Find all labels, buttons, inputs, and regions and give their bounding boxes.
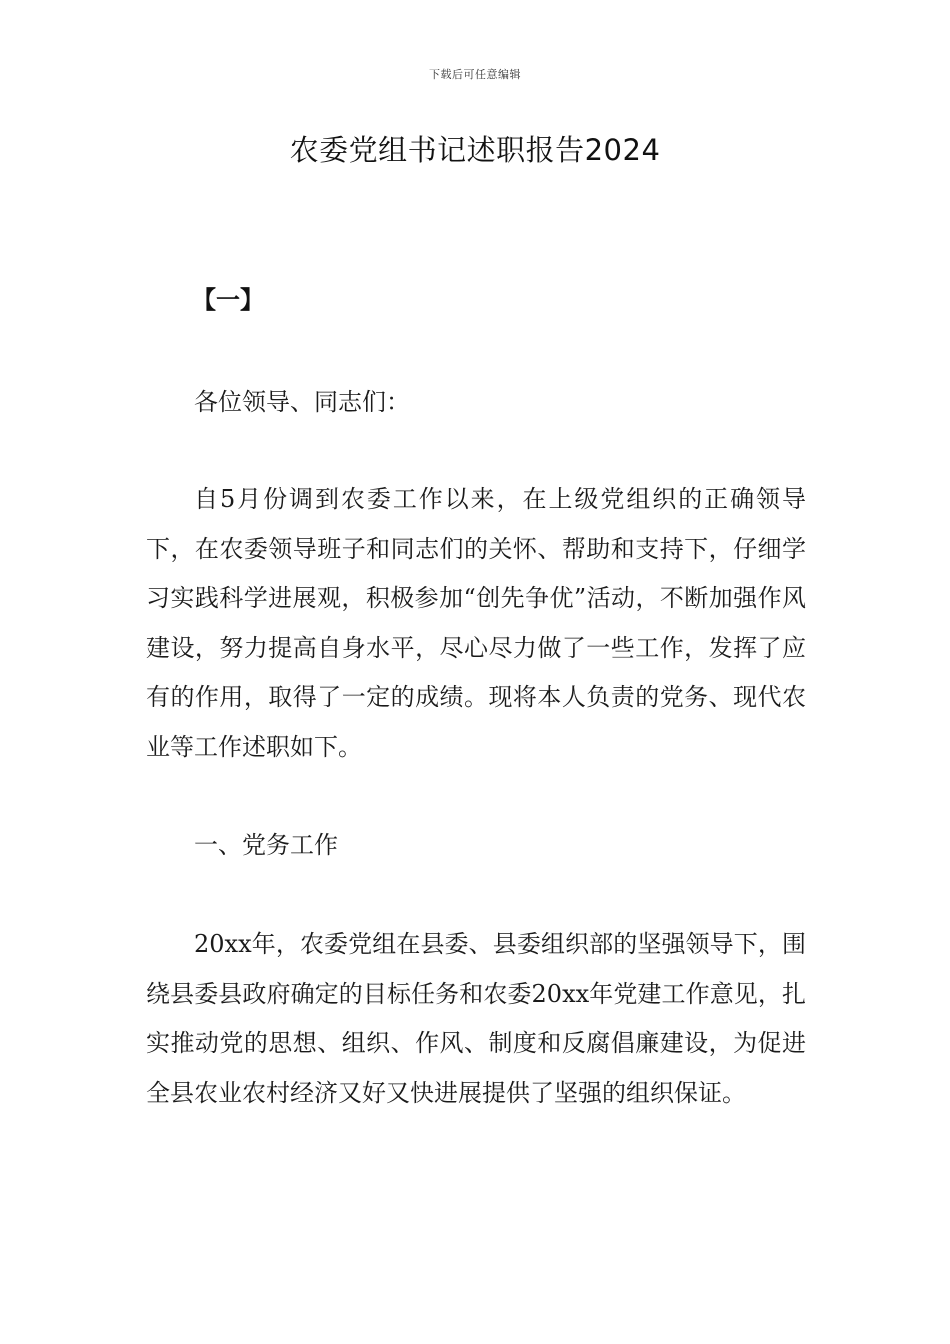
section-marker: 【一】 — [192, 285, 264, 314]
section-heading-party-affairs: 一、党务工作 — [194, 831, 338, 859]
header-note: 下载后可任意编辑 — [429, 68, 521, 81]
greeting-paragraph: 各位领导、同志们： — [194, 388, 410, 416]
intro-paragraph: 自5月份调到农委工作以来，在上级党组织的正确领导下，在农委领导班子和同志们的关怀、帮助和支持下，仔细学习实践科学进展观，积极参加“创先争优”活动，不断加强作风建设，努力提高自身水平，尽心尽力做了一些工作，发挥了应有的作用，取得了一定的成绩。现将本人负责的党务、现代农业等工作述职如下。 — [146, 485, 806, 761]
document-title: 农委党组书记述职报告2024 — [289, 133, 661, 167]
body-paragraph-party-affairs: 20xx年，农委党组在县委、县委组织部的坚强领导下，围绕县委县政府确定的目标任务和农委20xx年党建工作意见，扎实推动党的思想、组织、作风、制度和反腐倡廉建设，为促进全县农业农村经济又好又快进展提供了坚强的组织保证。 — [146, 930, 806, 1107]
